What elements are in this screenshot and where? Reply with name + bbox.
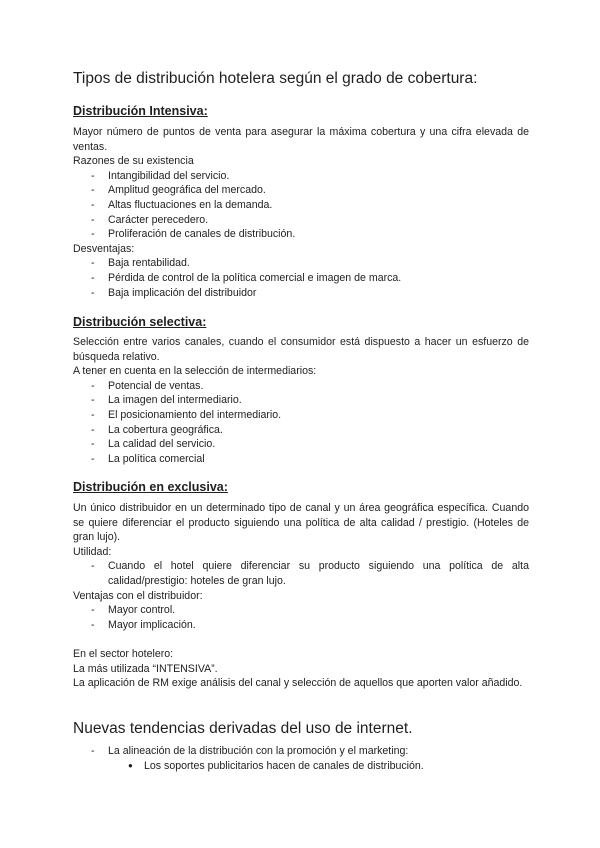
tendencias-sublist — [73, 759, 529, 774]
section-tendencias — [73, 744, 529, 773]
razones-label: Razones de su existencia — [73, 155, 194, 168]
heading-exclusiva: Distribución en exclusiva: — [73, 480, 228, 494]
ventajas-list — [73, 603, 529, 632]
list-item: - Proliferación de canales de distribución. — [73, 227, 529, 242]
list-item: - Baja rentabilidad. — [73, 256, 529, 271]
list-item: - Altas fluctuaciones en la demanda. — [73, 198, 529, 213]
list-item: - Potencial de ventas. — [73, 379, 529, 394]
sector-line1: La más utilizada “INTENSIVA”. — [73, 662, 218, 675]
list-item: ● Los soportes publicitarios hacen de canales de distribución. — [73, 759, 529, 774]
sector-line2: La aplicación de RM exige análisis del canal y selección de aquellos que aporten valor añadido. — [73, 677, 523, 690]
desventajas-label: Desventajas: — [73, 242, 135, 255]
list-item: - La alineación de la distribución con la promoción y el marketing: — [73, 744, 529, 759]
tendencias-list — [73, 744, 529, 759]
list-item: - El posicionamiento del intermediario. — [73, 408, 529, 423]
list-item: - Mayor control. — [73, 603, 529, 618]
tendencias-title: Nuevas tendencias derivadas del uso de internet. — [73, 720, 413, 737]
selectiva-list — [73, 379, 529, 467]
exclusiva-intro: Un único distribuidor en un determinado tipo de canal y un área geográfica específica. Cuando se quiere diferenciar el producto siguiendo una política de alta calidad / prestigio. (Hoteles de gran lujo). — [73, 502, 529, 544]
sector-label: En el sector hotelero: — [73, 648, 174, 660]
intensiva-intro: Mayor número de puntos de venta para asegurar la máxima cobertura y una cifra elevada de ventas. — [73, 126, 529, 153]
list-item: - La cobertura geográfica. — [73, 423, 529, 438]
list-item: - Carácter perecedero. — [73, 213, 529, 228]
section-selectiva — [73, 335, 529, 466]
utilidad-list — [73, 559, 529, 588]
list-item: - La imagen del intermediario. — [73, 393, 529, 408]
heading-intensiva: Distribución Intensiva: — [73, 104, 208, 118]
page-title: Tipos de distribución hotelera según el grado de cobertura: — [73, 70, 478, 87]
utilidad-label: Utilidad: — [73, 545, 112, 558]
list-item: - Cuando el hotel quiere diferenciar su producto siguiendo una política de alta calidad/prestigio: hoteles de gran lujo. — [73, 559, 529, 588]
section-exclusiva — [73, 501, 529, 632]
list-item: - Baja implicación del distribuidor — [73, 286, 529, 301]
list-item: - Intangibilidad del servicio. — [73, 169, 529, 184]
list-item: - Mayor implicación. — [73, 618, 529, 633]
heading-selectiva: Distribución selectiva: — [73, 315, 207, 329]
list-item: - Pérdida de control de la política comercial e imagen de marca. — [73, 271, 529, 286]
section-intensiva — [73, 125, 529, 300]
ventajas-label: Ventajas con el distribuidor: — [73, 589, 203, 602]
list-item: - La calidad del servicio. — [73, 437, 529, 452]
desventajas-list — [73, 256, 529, 300]
selectiva-intro: Selección entre varios canales, cuando el consumidor está dispuesto a hacer un esfuerzo de búsqueda relativo. — [73, 336, 529, 363]
razones-list — [73, 169, 529, 242]
list-item: - La política comercial — [73, 452, 529, 467]
tener-label: A tener en cuenta en la selección de intermediarios: — [73, 365, 317, 378]
list-item: - Amplitud geográfica del mercado. — [73, 183, 529, 198]
section-sector — [73, 647, 529, 691]
